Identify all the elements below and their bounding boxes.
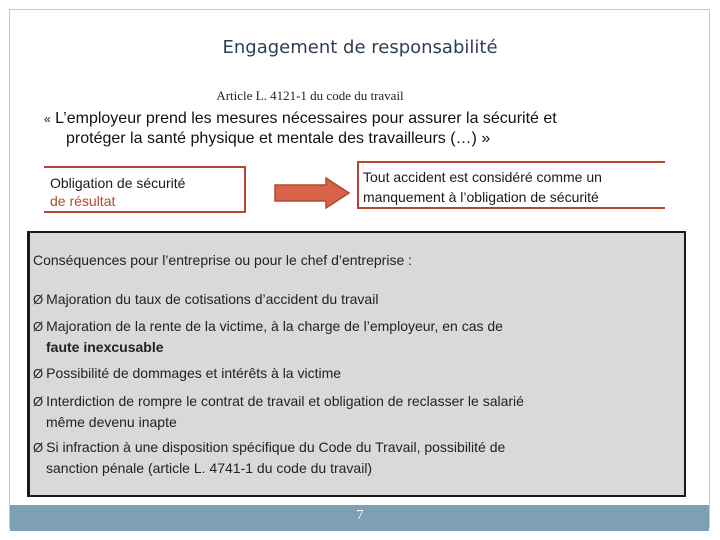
quote-text-1: L’employeur prend les mesures nécessaires pour assurer la sécurité et: [55, 110, 557, 127]
article-reference: Article L. 4121-1 du code du travail: [216, 88, 404, 103]
slide-title: Engagement de responsabilité: [222, 37, 498, 58]
quote-line-1: [44, 109, 654, 129]
list-item-text: Possibilité de dommages et intérêts à la victime: [46, 365, 342, 381]
arrow-bullet-icon: Ø: [33, 319, 44, 334]
law-quote: [44, 109, 654, 149]
accident-box: [357, 161, 665, 209]
list-item: [33, 316, 643, 357]
obligation-box: [44, 166, 246, 213]
list-item-text: Interdiction de rompre le contrat de travail et obligation de reclasser le salarié: [46, 393, 524, 409]
list-item-text: Si infraction à une disposition spécifique du Code du Travail, possibilité de: [46, 439, 506, 455]
right-arrow-icon: [274, 177, 350, 209]
obligation-line-2: de résultat: [50, 193, 116, 209]
arrow-bullet-icon: Ø: [33, 394, 44, 409]
list-item-text-continued: sanction pénale (article L. 4741-1 du code du travail): [46, 460, 373, 476]
list-item: [33, 289, 643, 310]
quote-open-mark: «: [44, 112, 51, 126]
obligation-line-1: Obligation de sécurité: [50, 175, 186, 191]
list-item-text-continued: même devenu inapte: [46, 414, 177, 430]
accident-line-2: manquement à l’obligation de sécurité: [363, 189, 599, 205]
list-item-text: Majoration de la rente de la victime, à la charge de l’employeur, en cas de: [46, 318, 503, 334]
list-item-text-continued: faute inexcusable: [46, 339, 164, 355]
arrow-bullet-icon: Ø: [33, 440, 44, 455]
list-item-text: Majoration du taux de cotisations d’accident du travail: [46, 291, 379, 307]
arrow-bullet-icon: Ø: [33, 366, 44, 381]
quote-line-2: protéger la santé physique et mentale des travailleurs (…) »: [66, 130, 491, 147]
consequences-heading: Conséquences pour l’entreprise ou pour le chef d’entreprise :: [33, 252, 413, 268]
list-item: [33, 437, 643, 478]
page-number: 7: [356, 508, 364, 523]
arrow-bullet-icon: Ø: [33, 292, 44, 307]
list-item: [33, 391, 643, 432]
accident-line-1: Tout accident est considéré comme un: [363, 169, 602, 185]
list-item: [33, 363, 643, 384]
